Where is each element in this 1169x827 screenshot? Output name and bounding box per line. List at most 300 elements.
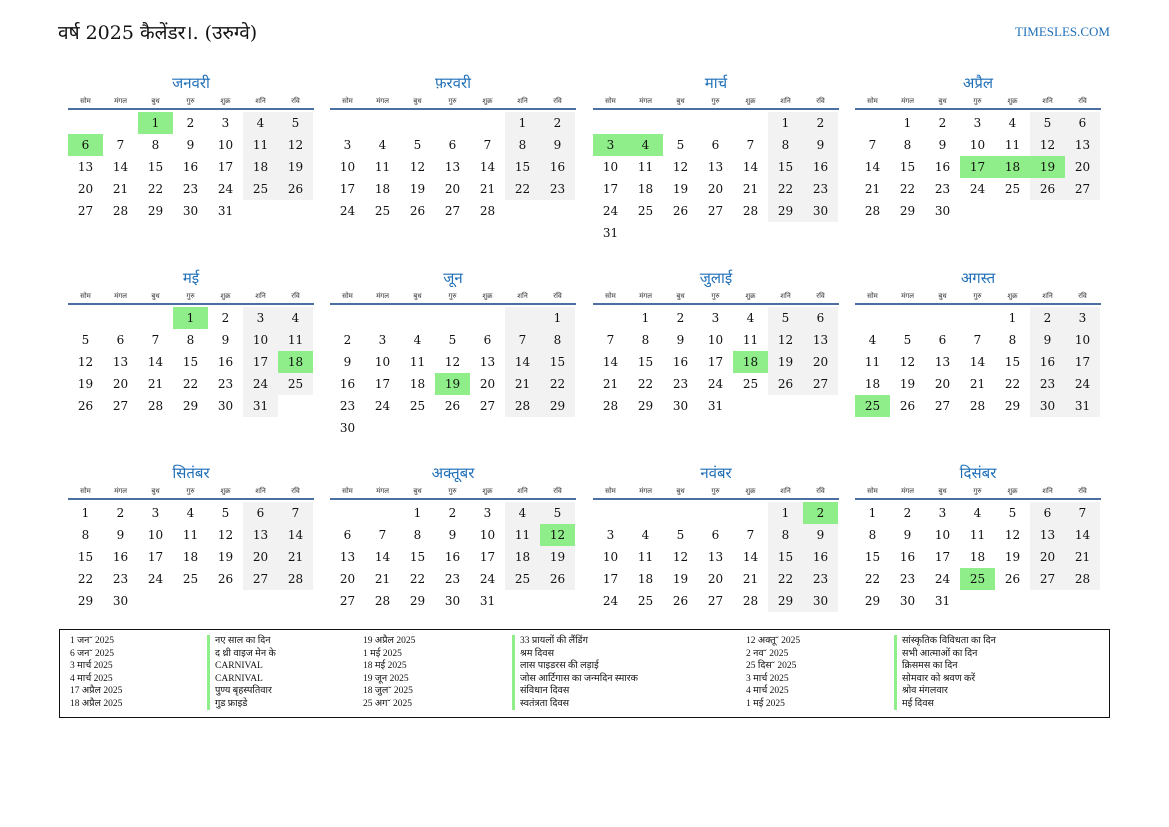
weekday-header — [68, 94, 314, 110]
site-link[interactable]: TIMESLES.COM — [1015, 24, 1110, 39]
day-cell: 7 — [606, 333, 615, 347]
day-cell: 24 — [147, 572, 164, 586]
day-grid — [68, 112, 314, 222]
empty-cell — [925, 307, 960, 329]
weekday-label: गुरु — [448, 292, 457, 300]
weekday-label: रवि — [816, 292, 825, 300]
empty-cell — [470, 307, 505, 329]
day-grid — [855, 502, 1101, 612]
weekday-label: शुक्र — [482, 97, 493, 105]
weekday-label: मंगल — [376, 292, 389, 300]
day-cell: 2 — [540, 112, 575, 134]
day-cell: 21 — [374, 572, 391, 586]
month-calendar — [68, 72, 314, 222]
weekday-label: बुध — [938, 487, 947, 495]
day-cell: 20 — [479, 377, 496, 391]
holiday-date: 4 मार्च 2025 — [70, 673, 113, 684]
day-cell: 17 — [707, 355, 724, 369]
holiday-date: 1 जनˇ 2025 — [70, 636, 114, 646]
holiday-day-cell: 18 — [278, 351, 313, 373]
day-cell: 11 — [505, 524, 540, 546]
day-cell: 22 — [768, 178, 803, 200]
empty-cell — [330, 112, 365, 134]
day-cell: 20 — [444, 182, 461, 196]
day-grid — [330, 112, 576, 222]
day-cell: 12 — [672, 550, 689, 564]
day-cell: 8 — [540, 329, 575, 351]
day-cell: 3 — [1065, 307, 1100, 329]
day-cell: 30 — [444, 594, 461, 608]
day-cell: 14 — [112, 160, 129, 174]
month-name: अगस्त — [960, 269, 996, 287]
weekday-label: रवि — [816, 97, 825, 105]
weekday-label: बुध — [413, 292, 422, 300]
day-grid — [593, 307, 839, 417]
day-cell: 14 — [969, 355, 986, 369]
day-cell: 28 — [742, 204, 759, 218]
day-cell: 12 — [278, 134, 313, 156]
day-cell: 28 — [479, 204, 496, 218]
day-cell: 28 — [969, 399, 986, 413]
day-grid — [855, 307, 1101, 417]
day-cell: 24 — [374, 399, 391, 413]
weekday-label: बुध — [413, 97, 422, 105]
day-cell: 25 — [278, 373, 313, 395]
day-cell: 11 — [637, 550, 654, 564]
day-cell: 15 — [540, 351, 575, 373]
weekday-label: रवि — [1078, 487, 1087, 495]
holiday-date: 25 अगˇ 2025 — [363, 698, 413, 709]
day-cell: 31 — [479, 594, 496, 608]
day-cell: 4 — [746, 311, 755, 325]
day-cell: 1 — [641, 311, 650, 325]
empty-cell — [855, 307, 890, 329]
day-cell: 10 — [934, 528, 951, 542]
day-cell: 17 — [602, 182, 619, 196]
weekday-label: मंगल — [901, 97, 914, 105]
day-cell: 21 — [112, 182, 129, 196]
day-cell: 25 — [637, 204, 654, 218]
day-cell: 10 — [479, 528, 496, 542]
day-cell: 6 — [938, 333, 947, 347]
month-name: अप्रैल — [962, 74, 994, 92]
day-cell: 8 — [1008, 333, 1017, 347]
month-name: जुलाई — [699, 269, 733, 287]
month-name: नवंबर — [700, 464, 732, 482]
day-cell: 15 — [864, 550, 881, 564]
day-cell: 1 — [540, 307, 575, 329]
day-cell: 18 — [374, 182, 391, 196]
day-grid — [855, 112, 1101, 222]
day-cell: 8 — [768, 134, 803, 156]
day-cell: 11 — [969, 528, 986, 542]
day-cell: 14 — [278, 524, 313, 546]
empty-cell — [733, 112, 768, 134]
day-cell: 28 — [147, 399, 164, 413]
day-cell: 21 — [969, 377, 986, 391]
day-cell: 19 — [278, 156, 313, 178]
day-cell: 15 — [768, 546, 803, 568]
weekday-header — [593, 289, 839, 305]
day-cell: 19 — [672, 182, 689, 196]
day-cell: 16 — [444, 550, 461, 564]
day-cell: 5 — [1030, 112, 1065, 134]
day-cell: 15 — [409, 550, 426, 564]
weekday-label: रवि — [1078, 97, 1087, 105]
empty-cell — [365, 307, 400, 329]
day-cell: 15 — [147, 160, 164, 174]
holiday-date: 3 मार्च 2025 — [746, 673, 789, 684]
weekday-label: मंगल — [114, 487, 127, 495]
empty-cell — [960, 307, 995, 329]
day-cell: 4 — [278, 307, 313, 329]
day-cell: 23 — [444, 572, 461, 586]
empty-cell — [400, 307, 435, 329]
holiday-name: क्रिसमस का दिन — [894, 660, 996, 673]
weekday-label: गुरु — [186, 97, 195, 105]
day-cell: 21 — [742, 572, 759, 586]
holiday-date: 1 मई 2025 — [746, 698, 785, 709]
day-cell: 10 — [217, 138, 234, 152]
day-cell: 30 — [934, 204, 951, 218]
weekday-label: सोम — [342, 97, 353, 105]
day-cell: 4 — [378, 138, 387, 152]
holiday-day-cell: 17 — [960, 156, 995, 178]
holiday-name: संविधान दिवस — [512, 685, 638, 698]
day-cell: 3 — [711, 311, 720, 325]
day-cell: 5 — [768, 307, 803, 329]
day-cell: 27 — [479, 399, 496, 413]
weekday-label: गुरु — [973, 97, 982, 105]
weekday-label: शुक्र — [482, 487, 493, 495]
day-cell: 26 — [1030, 178, 1065, 200]
day-cell: 2 — [343, 333, 352, 347]
weekday-label: सोम — [867, 487, 878, 495]
day-cell: 25 — [243, 178, 278, 200]
empty-cell — [138, 307, 173, 329]
day-cell: 7 — [378, 528, 387, 542]
holiday-day-cell: 19 — [435, 373, 470, 395]
day-cell: 10 — [969, 138, 986, 152]
day-cell: 16 — [112, 550, 129, 564]
holiday-date: 19 जून 2025 — [363, 673, 409, 684]
day-cell: 9 — [803, 134, 838, 156]
day-cell: 26 — [1004, 572, 1021, 586]
day-cell: 21 — [602, 377, 619, 391]
weekday-label: मंगल — [639, 97, 652, 105]
day-cell: 8 — [413, 528, 422, 542]
holiday-day-cell: 19 — [1030, 156, 1065, 178]
day-cell: 4 — [1008, 116, 1017, 130]
holiday-day-cell: 25 — [855, 395, 890, 417]
empty-cell — [890, 307, 925, 329]
weekday-label: बुध — [938, 97, 947, 105]
day-cell: 31 — [602, 226, 619, 240]
day-cell: 9 — [903, 528, 912, 542]
weekday-label: शनि — [517, 292, 528, 300]
day-cell: 17 — [374, 377, 391, 391]
day-cell: 23 — [934, 182, 951, 196]
day-cell: 9 — [116, 528, 125, 542]
weekday-header — [330, 484, 576, 500]
day-cell: 25 — [742, 377, 759, 391]
weekday-label: मंगल — [114, 97, 127, 105]
day-cell: 3 — [378, 333, 387, 347]
day-cell: 16 — [899, 550, 916, 564]
weekday-label: गुरु — [973, 487, 982, 495]
day-cell: 14 — [864, 160, 881, 174]
weekday-label: मंगल — [639, 487, 652, 495]
weekday-label: सोम — [605, 292, 616, 300]
weekday-label: शुक्र — [1007, 487, 1018, 495]
day-cell: 4 — [186, 506, 195, 520]
day-cell: 17 — [479, 550, 496, 564]
weekday-label: रवि — [291, 487, 300, 495]
day-cell: 26 — [217, 572, 234, 586]
holiday-name: CARNIVAL — [207, 660, 276, 673]
empty-cell — [663, 502, 698, 524]
day-cell: 19 — [540, 546, 575, 568]
day-cell: 23 — [217, 377, 234, 391]
weekday-label: गुरु — [186, 292, 195, 300]
day-cell: 11 — [409, 355, 426, 369]
day-cell: 28 — [112, 204, 129, 218]
month-name: फ़रवरी — [434, 74, 472, 92]
day-cell: 9 — [448, 528, 457, 542]
day-cell: 5 — [221, 506, 230, 520]
day-cell: 11 — [864, 355, 881, 369]
day-cell: 1 — [868, 506, 877, 520]
day-cell: 27 — [934, 399, 951, 413]
weekday-label: बुध — [676, 292, 685, 300]
weekday-label: शुक्र — [745, 292, 756, 300]
day-cell: 26 — [409, 204, 426, 218]
day-cell: 5 — [540, 502, 575, 524]
weekday-header — [593, 484, 839, 500]
empty-cell — [593, 502, 628, 524]
empty-cell — [505, 307, 540, 329]
day-cell: 25 — [637, 594, 654, 608]
legend-col-names-2 — [512, 635, 638, 710]
day-cell: 22 — [147, 182, 164, 196]
month-calendar — [593, 462, 839, 612]
day-cell: 7 — [868, 138, 877, 152]
holiday-name: सभी आत्माओं का दिन — [894, 648, 996, 661]
day-cell: 13 — [243, 524, 278, 546]
day-cell: 19 — [768, 351, 803, 373]
empty-cell — [68, 112, 103, 134]
day-cell: 23 — [672, 377, 689, 391]
empty-cell — [330, 502, 365, 524]
weekday-label: शनि — [517, 97, 528, 105]
day-cell: 14 — [147, 355, 164, 369]
day-cell: 29 — [540, 395, 575, 417]
day-cell: 21 — [1065, 546, 1100, 568]
day-cell: 25 — [1004, 182, 1021, 196]
day-cell: 16 — [540, 156, 575, 178]
day-cell: 19 — [77, 377, 94, 391]
day-cell: 28 — [602, 399, 619, 413]
day-cell: 7 — [151, 333, 160, 347]
day-cell: 17 — [217, 160, 234, 174]
day-cell: 20 — [1030, 546, 1065, 568]
weekday-label: बुध — [938, 292, 947, 300]
day-cell: 8 — [768, 524, 803, 546]
day-cell: 18 — [409, 377, 426, 391]
day-cell: 29 — [899, 204, 916, 218]
day-grid — [593, 502, 839, 612]
day-cell: 20 — [934, 377, 951, 391]
day-cell: 13 — [479, 355, 496, 369]
day-cell: 17 — [1065, 351, 1100, 373]
day-cell: 21 — [742, 182, 759, 196]
day-cell: 20 — [803, 351, 838, 373]
weekday-label: मंगल — [639, 292, 652, 300]
day-cell: 29 — [1004, 399, 1021, 413]
weekday-label: शनि — [255, 97, 266, 105]
day-cell: 23 — [803, 568, 838, 590]
day-cell: 30 — [899, 594, 916, 608]
day-cell: 6 — [711, 138, 720, 152]
weekday-label: शनि — [1042, 487, 1053, 495]
holiday-date: 18 अप्रैल 2025 — [70, 698, 123, 709]
day-cell: 15 — [899, 160, 916, 174]
empty-cell — [470, 112, 505, 134]
day-cell: 6 — [1030, 502, 1065, 524]
weekday-label: शनि — [780, 292, 791, 300]
empty-cell — [330, 307, 365, 329]
weekday-label: बुध — [676, 97, 685, 105]
day-cell: 24 — [339, 204, 356, 218]
day-cell: 8 — [81, 528, 90, 542]
day-cell: 14 — [602, 355, 619, 369]
weekday-label: बुध — [151, 487, 160, 495]
day-cell: 14 — [742, 160, 759, 174]
day-cell: 2 — [676, 311, 685, 325]
holiday-day-cell: 12 — [540, 524, 575, 546]
day-cell: 16 — [182, 160, 199, 174]
day-cell: 30 — [339, 421, 356, 435]
holiday-date: 18 जुलˇ 2025 — [363, 686, 413, 696]
holiday-date: 6 जनˇ 2025 — [70, 648, 114, 659]
weekday-label: सोम — [605, 487, 616, 495]
day-cell: 28 — [505, 395, 540, 417]
weekday-label: शुक्र — [745, 487, 756, 495]
month-calendar — [593, 72, 839, 244]
holiday-name: श्रम दिवस — [512, 648, 638, 661]
day-cell: 22 — [637, 377, 654, 391]
day-cell: 3 — [938, 506, 947, 520]
month-name: अक्तूबर — [431, 464, 475, 482]
day-cell: 25 — [374, 204, 391, 218]
weekday-label: सोम — [80, 97, 91, 105]
day-cell: 23 — [1030, 373, 1065, 395]
day-cell: 19 — [672, 572, 689, 586]
month-calendar — [855, 267, 1101, 417]
day-cell: 27 — [339, 594, 356, 608]
day-cell: 12 — [217, 528, 234, 542]
day-cell: 12 — [768, 329, 803, 351]
day-cell: 20 — [112, 377, 129, 391]
day-cell: 25 — [182, 572, 199, 586]
day-cell: 21 — [479, 182, 496, 196]
month-calendar — [68, 462, 314, 612]
day-cell: 19 — [1004, 550, 1021, 564]
day-cell: 6 — [1065, 112, 1100, 134]
weekday-label: गुरु — [448, 97, 457, 105]
weekday-header — [68, 289, 314, 305]
day-cell: 30 — [803, 200, 838, 222]
day-cell: 30 — [182, 204, 199, 218]
day-cell: 12 — [444, 355, 461, 369]
day-cell: 21 — [864, 182, 881, 196]
weekday-label: सोम — [342, 292, 353, 300]
day-cell: 30 — [672, 399, 689, 413]
day-cell: 1 — [413, 506, 422, 520]
day-cell: 5 — [1008, 506, 1017, 520]
day-cell: 4 — [413, 333, 422, 347]
day-cell: 13 — [1065, 134, 1100, 156]
holiday-date: 25 दिसˇ 2025 — [746, 661, 797, 671]
weekday-label: शनि — [780, 97, 791, 105]
empty-cell — [435, 307, 470, 329]
day-cell: 13 — [112, 355, 129, 369]
day-cell: 7 — [278, 502, 313, 524]
weekday-label: शुक्र — [1007, 292, 1018, 300]
day-cell: 27 — [707, 204, 724, 218]
empty-cell — [698, 112, 733, 134]
day-cell: 2 — [903, 506, 912, 520]
weekday-label: गुरु — [973, 292, 982, 300]
holiday-name: सोमवार को श्रवण करें — [894, 673, 996, 686]
legend-col-dates-1 — [70, 635, 122, 710]
day-cell: 17 — [934, 550, 951, 564]
month-name: जनवरी — [172, 74, 210, 92]
day-cell: 19 — [899, 377, 916, 391]
day-cell: 29 — [768, 200, 803, 222]
legend-col-dates-3 — [746, 635, 800, 710]
day-cell: 7 — [116, 138, 125, 152]
day-cell: 12 — [409, 160, 426, 174]
weekday-label: शनि — [255, 292, 266, 300]
day-cell: 29 — [77, 594, 94, 608]
day-cell: 5 — [413, 138, 422, 152]
day-cell: 12 — [1030, 134, 1065, 156]
empty-cell — [400, 112, 435, 134]
weekday-label: सोम — [605, 97, 616, 105]
day-cell: 29 — [864, 594, 881, 608]
day-cell: 3 — [483, 506, 492, 520]
weekday-header — [68, 484, 314, 500]
day-cell: 22 — [409, 572, 426, 586]
day-cell: 5 — [676, 528, 685, 542]
day-cell: 11 — [243, 134, 278, 156]
weekday-label: शनि — [255, 487, 266, 495]
weekday-label: रवि — [1078, 292, 1087, 300]
day-cell: 7 — [1065, 502, 1100, 524]
day-cell: 8 — [151, 138, 160, 152]
holiday-date: 19 अप्रैल 2025 — [363, 636, 416, 646]
day-cell: 22 — [1004, 377, 1021, 391]
day-cell: 29 — [768, 590, 803, 612]
day-cell: 4 — [973, 506, 982, 520]
month-calendar — [330, 267, 576, 439]
holiday-name: पुण्य बृहस्पतिवार — [207, 685, 276, 698]
day-cell: 2 — [221, 311, 230, 325]
weekday-label: गुरु — [448, 487, 457, 495]
day-cell: 27 — [707, 594, 724, 608]
weekday-label: रवि — [553, 97, 562, 105]
